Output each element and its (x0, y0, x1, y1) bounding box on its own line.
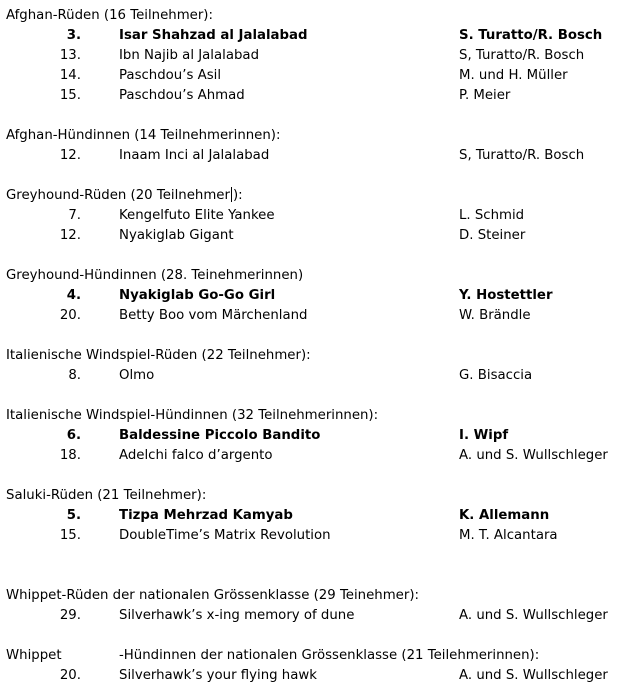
owner-name: G. Bisaccia (459, 368, 533, 383)
dog-name: Silverhawk’s your flying hawk (119, 668, 317, 683)
owner-name: Y. Hostettler (459, 288, 553, 303)
owner-name: A. und S. Wullschleger (459, 668, 608, 683)
rank: 20. (59, 668, 81, 683)
dog-name: Isar Shahzad al Jalalabad (119, 28, 308, 43)
section-heading: Italienische Windspiel-Hündinnen (32 Teilnehmerinnen): (6, 408, 379, 423)
result-row (0, 426, 641, 446)
dog-name: DoubleTime’s Matrix Revolution (119, 528, 331, 543)
rank: 20. (59, 308, 81, 323)
dog-name: Paschdou’s Ahmad (119, 88, 245, 103)
dog-name: Tizpa Mehrzad Kamyab (119, 508, 293, 523)
owner-name: L. Schmid (459, 208, 525, 223)
dog-name: Adelchi falco d’argento (119, 448, 273, 463)
result-row (0, 226, 641, 246)
dog-name: Paschdou’s Asil (119, 68, 222, 83)
owner-name: P. Meier (459, 88, 511, 103)
owner-name: D. Steiner (459, 228, 526, 243)
rank: 18. (59, 448, 81, 463)
dog-name: Inaam Inci al Jalalabad (119, 148, 270, 163)
section-heading (6, 646, 641, 666)
result-row (0, 506, 641, 526)
rank: 13. (59, 48, 81, 63)
dog-name: Olmo (119, 368, 155, 383)
result-row (0, 46, 641, 66)
dog-name: Silverhawk’s x-ing memory of dune (119, 608, 355, 623)
heading-text: Whippet (6, 648, 62, 663)
result-row (0, 146, 641, 166)
result-row (0, 366, 641, 386)
owner-name: S. Turatto/R. Bosch (459, 28, 603, 43)
rank: 29. (59, 608, 81, 623)
result-row (0, 286, 641, 306)
result-row (0, 86, 641, 106)
owner-name: K. Allemann (459, 508, 550, 523)
result-row (0, 606, 641, 626)
rank: 15. (59, 528, 81, 543)
rank: 4. (66, 288, 81, 303)
result-row (0, 666, 641, 686)
dog-name: Betty Boo vom Märchenland (119, 308, 308, 323)
result-row (0, 446, 641, 466)
heading-text: ): (232, 188, 243, 203)
owner-name: S, Turatto/R. Bosch (459, 148, 585, 163)
heading-text: -Hündinnen der nationalen Grössenklasse (21 Teilehmerinnen): (119, 648, 540, 663)
owner-name: I. Wipf (459, 428, 509, 443)
rank: 6. (66, 428, 81, 443)
result-row (0, 526, 641, 546)
dog-name: Baldessine Piccolo Bandito (119, 428, 321, 443)
owner-name: A. und S. Wullschleger (459, 448, 608, 463)
dog-name: Nyakiglab Go-Go Girl (119, 288, 276, 303)
section-heading: Afghan-Hündinnen (14 Teilnehmerinnen): (6, 128, 281, 143)
rank: 8. (68, 368, 81, 383)
section-heading: Greyhound-Hündinnen (28. Teinehmerinnen) (6, 268, 304, 283)
result-row (0, 306, 641, 326)
result-row (0, 206, 641, 226)
rank: 7. (68, 208, 81, 223)
owner-name: M. T. Alcantara (459, 528, 558, 543)
owner-name: S, Turatto/R. Bosch (459, 48, 585, 63)
owner-name: A. und S. Wullschleger (459, 608, 608, 623)
section-heading (6, 186, 641, 206)
section-heading: Whippet-Rüden der nationalen Grössenklasse (29 Teinehmer): (6, 588, 419, 603)
rank: 5. (66, 508, 81, 523)
rank: 3. (66, 28, 81, 43)
rank: 12. (59, 148, 81, 163)
section-heading: Italienische Windspiel-Rüden (22 Teilnehmer): (6, 348, 311, 363)
dog-name: Kengelfuto Elite Yankee (119, 208, 275, 223)
result-row (0, 66, 641, 86)
section-heading: Afghan-Rüden (16 Teilnehmer): (6, 8, 213, 23)
rank: 12. (59, 228, 81, 243)
dog-name: Nyakiglab Gigant (119, 228, 234, 243)
heading-text: Greyhound-Rüden (20 Teilnehmer (6, 188, 230, 203)
owner-name: W. Brändle (459, 308, 531, 323)
dog-name: Ibn Najib al Jalalabad (119, 48, 260, 63)
owner-name: M. und H. Müller (459, 68, 568, 83)
rank: 14. (59, 68, 81, 83)
result-row (0, 26, 641, 46)
rank: 15. (59, 88, 81, 103)
text-cursor (231, 187, 232, 202)
section-heading: Saluki-Rüden (21 Teilnehmer): (6, 488, 207, 503)
